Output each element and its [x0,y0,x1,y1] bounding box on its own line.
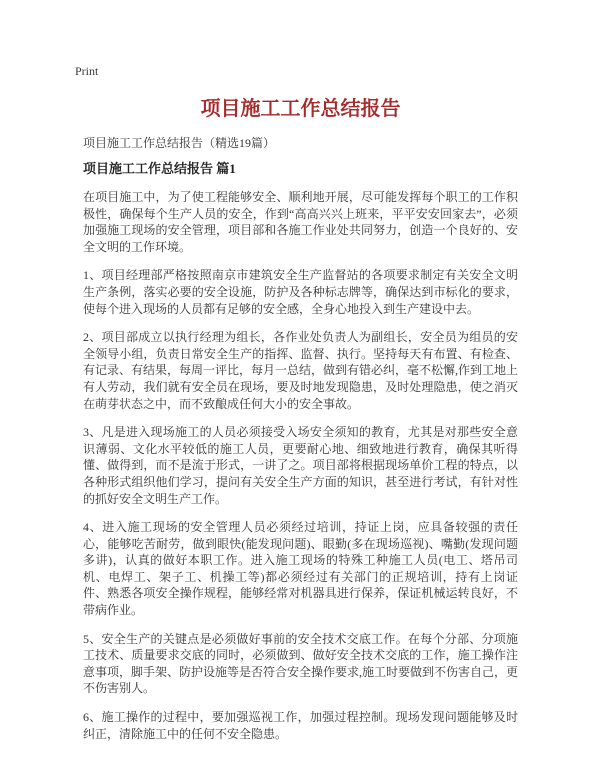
section-heading: 项目施工工作总结报告 篇1 [83,161,236,176]
article-subtitle: 项目施工工作总结报告（精选19篇） [83,136,276,150]
paragraph: 1、项目经理部严格按照南京市建筑安全生产监督站的各项要求制定有关安全文明生产条例，落实必要的安全设施，防护及各种标志牌等，确保达到市标化的要求，使每个进入现场的人员都有足够的安全感，全身心地投入到生产建设中去。 [83,268,518,316]
paragraph: 3、凡是进入现场施工的人员必须接受入场安全须知的教育，尤其是对那些安全意识薄弱、文化水平较低的施工人员，更要耐心地、细致地进行教育，确保其听得懂、做得到，而不是流于形式，一讲了之。项目部将根据现场单价工程的特点，以各种形式组织他们学习，提问有关安全生产方面的知识，甚至进行考试，有针对性的抓好安全文明生产工作。 [83,425,518,506]
paragraph: 在项目施工中，为了使工程能够安全、顺利地开展，尽可能发挥每个职工的工作积极性，确保每个生产人员的安全，作到“高高兴兴上班来，平平安安回家去”，必须加强施工现场的安全管理，项目部和各施工作业处共同努力，创造一个良好的、安全文明的工作环境。 [83,190,518,254]
paragraph: 6、施工操作的过程中，要加强巡视工作，加强过程控制。现场发现问题能够及时纠正，清除施工中的任何不安全隐患。 [83,710,518,741]
paragraph: 2、项目部成立以执行经理为组长，各作业处负责人为副组长，安全员为组员的安全领导小组，负责日常安全生产的指挥、监督、执行。坚持每天有布置、有检查、有记录、有结果，每周一评比，每月一总结，做到有错必纠，毫不松懈,作到工地上有人劳动，我们就有安全员在现场，要及时地发现隐患，及时处理隐患，使之消灭在萌芽状态之中，而不致酿成任何大小的安全事故。 [83,330,519,411]
article-body [83,189,518,742]
print-link[interactable]: Print [75,64,99,78]
page-title: 项目施工工作总结报告 [200,98,401,120]
paragraph: 5、安全生产的关键点是必须做好事前的安全技术交底工作。在每个分部、分项施工技术、质量要求交底的同时，必须做到、做好安全技术交底的工作，施工操作注意事项，脚手架、防护设施等是否符合安全操作要求,施工时要做到不伤害自己，更不伤害别人。 [83,631,519,696]
paragraph: 4、进入施工现场的安全管理人员必须经过培训，持证上岗，应具备较强的责任心，能够吃苦耐劳，做到眼快(能发现问题)、眼勤(多在现场巡视)、嘴勤(发现问题多讲)，认真的做好本职工作。进入施工现场的特殊工种施工人员(电工、塔吊司机、电焊工、架子工、机操工等)都必须经过有关部门的正规培训，持有上岗证件、熟悉各项安全操作规程，能够经常对机器具进行保养，保证机械运转良好，不带病作业。 [83,520,518,618]
